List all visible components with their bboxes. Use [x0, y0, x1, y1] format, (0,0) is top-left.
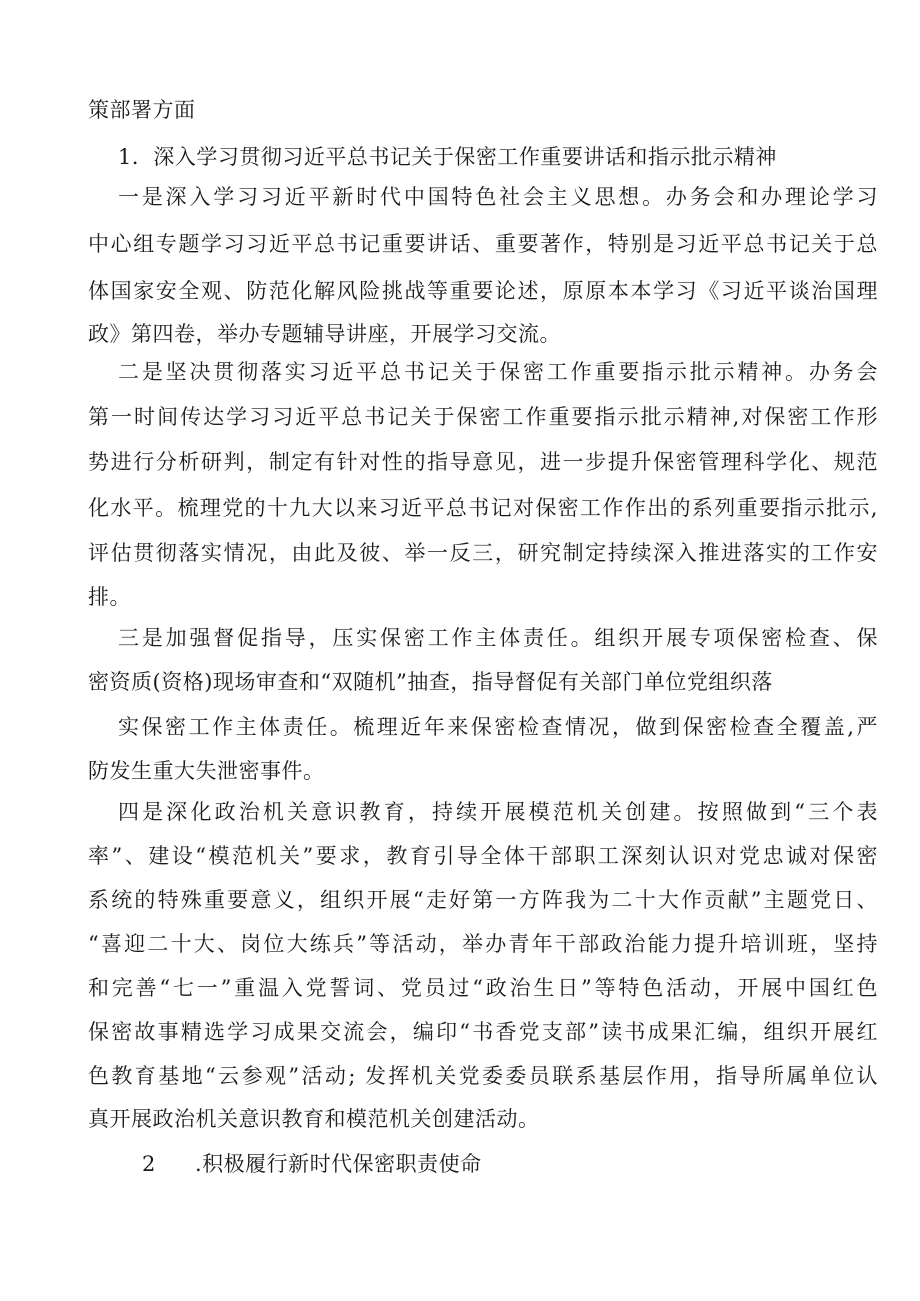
paragraph-line: 防发生重大失泄密事件。: [88, 759, 325, 783]
paragraph-line: 实保密工作主体责任。梳理近年来保密检查情况，做到保密检查全覆盖,严: [118, 715, 878, 739]
section-number-2: 2: [142, 1152, 156, 1176]
text-line: 策部署方面: [88, 98, 196, 122]
paragraph-line: 四是深化政治机关意识教育，持续开展模范机关创建。按照做到“三个表: [118, 800, 878, 824]
paragraph-line: “喜迎二十大、岗位大练兵”等活动，举办青年干部政治能力提升培训班，坚持: [88, 932, 878, 956]
paragraph-line: 三是加强督促指导，压实保密工作主体责任。组织开展专项保密检查、保: [118, 626, 878, 650]
paragraph-line: 政》第四卷，举办专题辅导讲座，开展学习交流。: [88, 322, 561, 346]
section-heading-1: 1．深入学习贯彻习近平总书记关于保密工作重要讲话和指示批示精神: [118, 145, 777, 169]
paragraph-line: 排。: [88, 585, 131, 609]
paragraph-line: 中心组专题学习习近平总书记重要讲话、重要著作，特别是习近平总书记关于总: [88, 232, 878, 256]
paragraph-line: 势进行分析研判，制定有针对性的指导意见，进一步提升保密管理科学化、规范: [88, 450, 878, 474]
paragraph-line: 保密故事精选学习成果交流会，编印“书香党支部”读书成果汇编，组织开展红: [88, 1020, 878, 1044]
paragraph-line: 化水平。梳理党的十九大以来习近平总书记对保密工作作出的系列重要指示批示,: [88, 496, 878, 520]
paragraph-line: 系统的特殊重要意义，组织开展“走好第一方阵我为二十大作贡献”主题党日、: [88, 888, 878, 912]
paragraph-line: 一是深入学习习近平新时代中国特色社会主义思想。办务会和办理论学习: [118, 185, 878, 209]
paragraph-line: 体国家安全观、防范化解风险挑战等重要论述，原原本本学习《习近平谈治国理: [88, 279, 878, 303]
paragraph-line: 和完善“七一”重温入党誓词、党员过“政治生日”等特色活动，开展中国红色: [88, 976, 878, 1000]
paragraph-line: 二是坚决贯彻落实习近平总书记关于保密工作重要指示批示精神。办务会: [118, 360, 878, 384]
paragraph-line: 真开展政治机关意识教育和模范机关创建活动。: [88, 1107, 540, 1131]
paragraph-line: 率”、建设“模范机关”要求，教育引导全体干部职工深刻认识对党忠诚对保密: [88, 844, 878, 868]
section-heading-2: .积极履行新时代保密职责使命: [195, 1152, 482, 1176]
paragraph-line: 密资质(资格)现场审查和“双随机”抽查，指导督促有关部门单位党组织落: [88, 670, 773, 694]
paragraph-line: 第一时间传达学习习近平总书记关于保密工作重要指示批示精神,对保密工作形: [88, 405, 878, 429]
paragraph-line: 评估贯彻落实情况，由此及彼、举一反三，研究制定持续深入推进落实的工作安: [88, 541, 878, 565]
paragraph-line: 色教育基地“云参观”活动; 发挥机关党委委员联系基层作用，指导所属单位认: [88, 1064, 878, 1088]
